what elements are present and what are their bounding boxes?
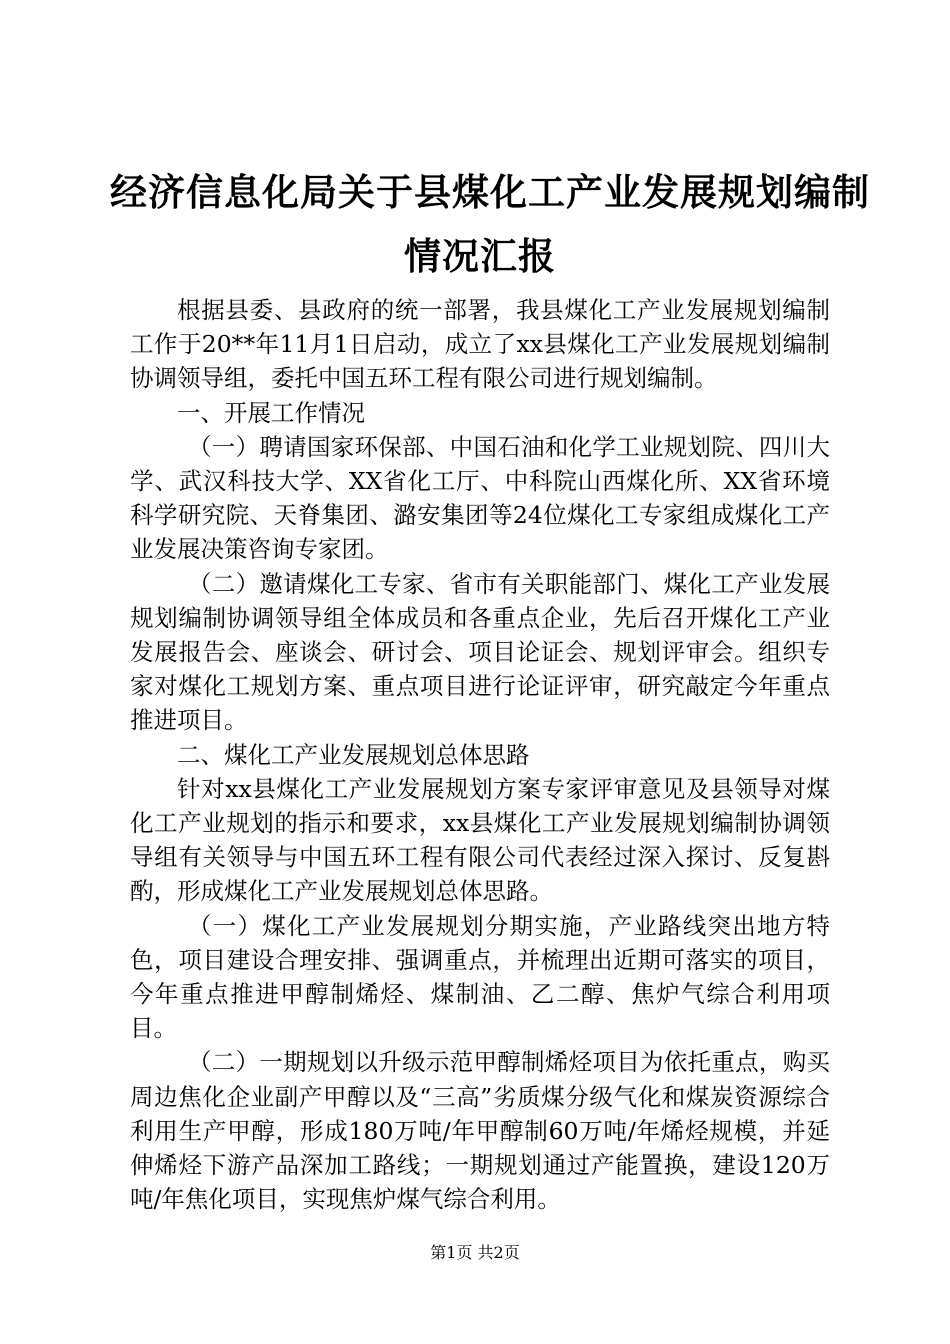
paragraph-intro: 根据县委、县政府的统一部署，我县煤化工产业发展规划编制工作于20**年11月1日启动，成立了xx县煤化工产业发展规划编制协调领导组，委托中国五环工程有限公司进行规划编制。: [130, 296, 830, 393]
paragraph-2-2: （二）一期规划以升级示范甲醇制烯烃项目为依托重点，购买周边焦化企业副产甲醇以及“三高”劣质煤分级气化和煤炭资源综合利用生产甲醇，形成180万吨/年甲醇制60万吨/年烯烃规模，并延伸烯烃下游产品深加工路线；一期规划通过产能置换，建设120万吨/年焦化项目，实现焦炉煤气综合利用。: [130, 1048, 830, 1214]
paragraph-1-1: （一）聘请国家环保部、中国石油和化学工业规划院、四川大学、武汉科技大学、XX省化工厅、中科院山西煤化所、XX省环境科学研究院、天脊集团、潞安集团等24位煤化工专家组成煤化工产业发展决策咨询专家团。: [130, 432, 830, 564]
paragraph-2-intro: 针对xx县煤化工产业发展规划方案专家评审意见及县领导对煤化工产业规划的指示和要求，xx县煤化工产业发展规划编制协调领导组有关领导与中国五环工程有限公司代表经过深入探讨、反复斟酌，形成煤化工产业发展规划总体思路。: [130, 774, 830, 906]
paragraph-1-2: （二）邀请煤化工专家、省市有关职能部门、煤化工产业发展规划编制协调领导组全体成员和各重点企业，先后召开煤化工产业发展报告会、座谈会、研讨会、项目论证会、规划评审会。组织专家对煤化工规划方案、重点项目进行论证评审，研究敲定今年重点推进项目。: [130, 569, 830, 735]
title-line-2: 情况汇报: [404, 234, 556, 278]
document-title: [110, 160, 870, 288]
section-heading-2: 二、煤化工产业发展规划总体思路: [177, 740, 530, 769]
page-footer: 第1页 共2页: [430, 1243, 520, 1262]
document-body: [130, 293, 830, 1216]
section-heading-1: 一、开展工作情况: [177, 398, 365, 427]
title-line-1: 经济信息化局关于县煤化工产业发展规划编制: [110, 170, 870, 214]
paragraph-2-1: （一）煤化工产业发展规划分期实施，产业路线突出地方特色，项目建设合理安排、强调重点，并梳理出近期可落实的项目，今年重点推进甲醇制烯烃、煤制油、乙二醇、焦炉气综合利用项目。: [130, 911, 830, 1043]
